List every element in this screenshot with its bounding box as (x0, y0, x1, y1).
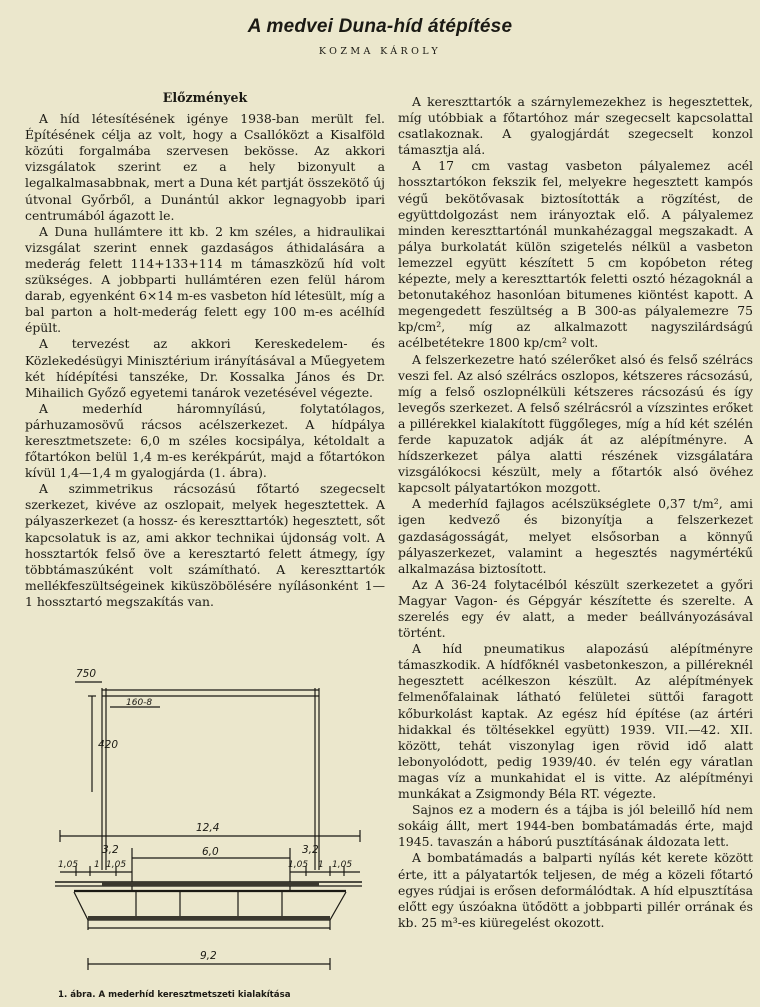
left-column (25, 90, 385, 610)
dim-label: 1 (94, 860, 100, 870)
dim-label: 160-8 (126, 698, 153, 708)
dim-label: 6,0 (202, 846, 219, 858)
cross-section-figure (40, 660, 375, 995)
paragraph: Sajnos ez a modern és a tájba is jól beleillő híd nem sokáig állt, mert 1944-ben bombatámadás érte, majd 1945. tavaszán a háború pusztításának áldozata lett. (398, 802, 753, 850)
paragraph: A bombatámadás a balparti nyílás két kerete között érte, itt a pályatartók teljesen, de még a közeli főtartó egyes rúdjai is erősen deformálódtak. A híd elpusztítása előtt egy úszóakna ütődött a jobbparti pillér orrának és kb. 25 m³-es kiüregelést okozott. (398, 850, 753, 930)
section-heading: Előzmények (162, 90, 248, 105)
dim-label: 1 (318, 860, 324, 870)
dim-label: 420 (98, 739, 119, 751)
paragraph: Az A 36-24 folytacélból készült szerkezetet a győri Magyar Vagon- és Gépgyár készítette és szerelte. A szerelés egy év alatt, a meder beállványozásával történt. (398, 576, 753, 641)
dim-label: 1,05 (58, 860, 79, 870)
right-column (398, 94, 753, 931)
dim-label: 1,05 (332, 860, 353, 870)
paragraph: A mederhíd háromnyílású, folytatólagos, párhuzamosövű rácsos acélszerkezet. A hídpálya keresztmetszete: 6,0 m széles kocsipálya, kétoldalt a főtartókon belül 1,4 m-es kerékpárút, majd a főtartókon kívül 1,4—1,4 m gyalogjárda (1. ábra). (25, 400, 385, 481)
paragraph: A kereszttartók a szárnylemezekhez is hegesztettek, míg utóbbiak a főtartóhoz már szegecselt kapcsolattal csatlakoznak. A gyalogjárdát szegecselt konzol támasztja alá. (398, 94, 753, 158)
dim-label: 9,2 (200, 950, 217, 962)
figure-caption: 1. ábra. A mederhíd keresztmetszeti kialakítása (58, 990, 291, 1000)
paragraph: A mederhíd fajlagos acélszükséglete 0,37 t/m², ami igen kedvező és bizonyítja a felszerkezet gazdaságosságát, melyet elsősorban a könnyű pályaszerkezet, valamint a hegesztés nagymértékű alkalmazása biztosított. (398, 496, 753, 576)
dim-label: 3,2 (102, 844, 119, 856)
paragraph: A tervezést az akkori Kereskedelem- és Közlekedésügyi Minisztérium irányításával a Műegyetem két hídépítési tanszéke, Dr. Kossalka János és Dr. Mihailich Győző egyetemi tanárok vezetésével végezte. (25, 336, 385, 400)
paragraph: A híd létesítésének igénye 1938-ban merült fel. Építésének célja az volt, hogy a Csallóközt a Kisalföld közúti forgalmába szervesen bekösse. Az akkori vizsgálatok szerint ez a hely bizonyult a legalkalmasabbnak, mert a Duna két partját összekötő új útvonal Győrből, a Dunántúl akkor legnagyobb ipari centrumából ágazott le. (25, 111, 385, 223)
paragraph: A Duna hullámtere itt kb. 2 km széles, a hidraulikai vizsgálat szerint ennek gazdaságos áthidalására a mederág felett 114+133+114 m támaszközű híd volt szükséges. A jobbparti hullámtéren ezen felül három darab, egyenként 6×14 m-es vasbeton híd létesült, míg a bal parton a holt-mederág felett egy 100 m-es acélhíd épült. (25, 223, 385, 336)
dim-label: 1,05 (288, 860, 309, 870)
paragraph: A felszerkezetre ható szélerőket alsó és felső szélrács veszi fel. Az alsó szélrács oszlopos, kétszeres rácsozású, míg a felső oszlopnélküli kétszeres rácsozású és így levegős szerkezet. A felső szélrácsról a vízszintes erőket a pillérekkel kialakított függőleges, míg a híd két szélén ferde kapuzatok adják át az alépítményre. A hídszerkezet pálya alatti részének vizsgálatára vizsgálókocsi készült, mely a főtartók alsó övéhez kapcsolt pályatartókon mozgott. (398, 351, 753, 496)
paragraph: A híd pneumatikus alapozású alépítményre támaszkodik. A hídfőknél vasbetonkeszon, a pilléreknél hegesztett acélkeszon készült. Az alépítmények felmenőfalainak látható felületei süttői faragott kőburkolást kaptak. Az egész híd építése (az ártéri hidakkal és töltésekkel együtt) 1939. VII.—42. XII. között, tehát viszonylag igen rövid idő alatt lebonyolódott, pedig 1939/40. év telén egy váratlan magas víz a munkahidat el is vitte. Az alépítményi munkákat a Zsigmondy Béla RT. végezte. (398, 641, 753, 802)
dim-label: 750 (76, 668, 97, 680)
paragraph: A szimmetrikus rácsozású főtartó szegecselt szerkezet, kivéve az oszlopait, melyek hegesztettek. A pályaszerkezet (a hossz- és kereszttartók) hegesztett, sőt kapcsolatuk is az, ami akkor technikai újdonság volt. A hossztartók felső öve a keresztartó felett átmegy, így többtámaszúként volt számítható. A kereszttartók mellékfeszültségeinek kiküszöbölésére nyílásonként 1—1 hossztartó megszakítás van. (25, 481, 385, 609)
dim-label: 12,4 (196, 822, 220, 834)
paragraph: A 17 cm vastag vasbeton pályalemez acél hossztartókon fekszik fel, melyekre hegesztett kampós végű bekötővasak biztosították a rögzítést, de együttdolgozást nem irányoztak elő. A pályalemez minden kereszttartónál munkahézaggal megszakadt. A pálya burkolatát külön szigetelés nélkül a vasbeton lemezzel együtt készített 5 cm kopóbeton réteg képezte, mely a kereszttartók feletti osztó hézagoknál a betonutakéhoz hasonlóan bitumenes kiöntést kapott. A megengedett feszültség a B 300-as pályalemezre 75 kp/cm², míg az alkalmazott nagyszilárdságú acélbetétekre 1800 kp/cm² volt. (398, 158, 753, 351)
article-author: KOZMA KÁROLY (318, 46, 442, 57)
dim-label: 3,2 (302, 844, 319, 856)
dim-label: 1,05 (106, 860, 127, 870)
article-title: A medvei Duna-híd átépítése (247, 16, 513, 37)
